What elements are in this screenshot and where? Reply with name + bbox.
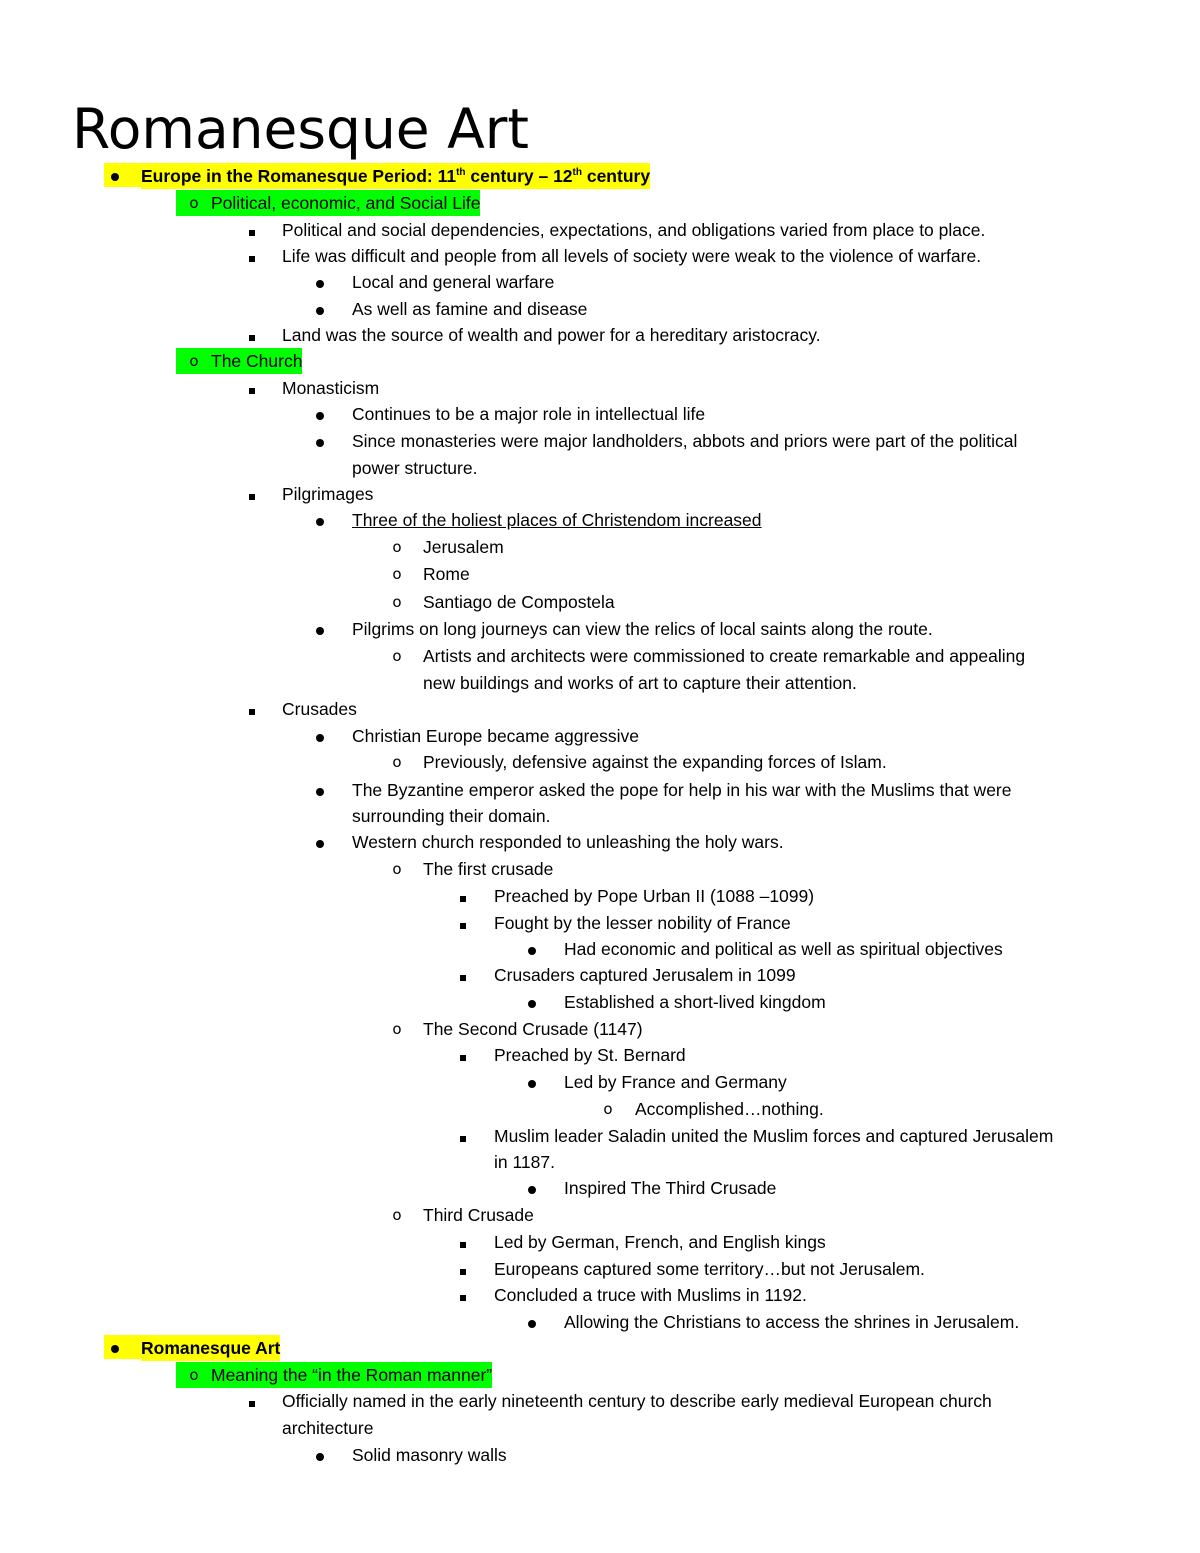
square-bullet-icon: [240, 322, 264, 348]
list-item-continuation: new buildings and works of art to capture their attention.: [423, 673, 857, 693]
list-item-text: Had economic and political as well as spiritual objectives: [564, 939, 1003, 959]
list-item-text: Santiago de Compostela: [423, 592, 615, 612]
bullet-dot-icon: [104, 163, 142, 187]
circle-bullet-icon: o: [603, 1100, 613, 1118]
circle-bullet-icon: o: [392, 565, 402, 583]
list-item-text: Political, economic, and Social Life: [211, 190, 480, 216]
list-item-text: Europeans captured some territory…but not Jerusalem.: [494, 1259, 925, 1279]
circle-bullet-icon: o: [176, 348, 212, 374]
list-item-text: Muslim leader Saladin united the Muslim forces and captured Jerusalem: [494, 1126, 1054, 1146]
list-item-text: Crusaders captured Jerusalem in 1099: [494, 965, 796, 985]
circle-bullet-icon: o: [392, 593, 402, 611]
bullet-dot-icon: [308, 296, 332, 322]
square-bullet-icon: [240, 243, 264, 269]
bullet-dot-icon: [308, 723, 332, 749]
list-item-text: Jerusalem: [423, 537, 504, 557]
bullet-dot-icon: [308, 777, 332, 803]
list-item-text: As well as famine and disease: [352, 299, 588, 319]
bullet-dot-icon: [520, 1069, 544, 1095]
list-item-continuation: architecture: [282, 1418, 374, 1438]
list-item-text: The Byzantine emperor asked the pope for help in his war with the Muslims that were: [352, 780, 1012, 800]
square-bullet-icon: [240, 1388, 264, 1414]
list-item-text: Western church responded to unleashing the holy wars.: [352, 832, 784, 852]
square-bullet-icon: [451, 910, 475, 936]
list-item-text: Continues to be a major role in intellectual life: [352, 404, 706, 424]
bullet-dot-icon: [308, 829, 332, 855]
list-item-text: Established a short-lived kingdom: [564, 992, 826, 1012]
bullet-dot-icon: [308, 1442, 332, 1468]
list-item-text: Preached by St. Bernard: [494, 1045, 686, 1065]
list-item-text: Local and general warfare: [352, 272, 555, 292]
list-item-text: Solid masonry walls: [352, 1445, 507, 1465]
square-bullet-icon: [240, 375, 264, 401]
list-item-text: Three of the holiest places of Christendom increased: [352, 510, 762, 530]
circle-bullet-icon: o: [392, 860, 402, 878]
square-bullet-icon: [240, 481, 264, 507]
list-item-text: Rome: [423, 564, 470, 584]
square-bullet-icon: [451, 1123, 475, 1149]
bullet-dot-icon: [308, 269, 332, 295]
bullet-dot-icon: [308, 401, 332, 427]
list-item-text: Third Crusade: [423, 1205, 534, 1225]
square-bullet-icon: [451, 962, 475, 988]
list-item-text: Previously, defensive against the expanding forces of Islam.: [423, 752, 887, 772]
list-item-text: Land was the source of wealth and power for a hereditary aristocracy.: [282, 325, 821, 345]
list-item-text: The Second Crusade (1147): [423, 1019, 643, 1039]
square-bullet-icon: [451, 1229, 475, 1255]
list-item-text: Officially named in the early nineteenth century to describe early medieval European church: [282, 1391, 992, 1411]
list-item-continuation: in 1187.: [494, 1152, 555, 1172]
list-item-text: Artists and architects were commissioned to create remarkable and appealing: [423, 646, 1026, 666]
square-bullet-icon: [451, 1042, 475, 1068]
circle-bullet-icon: o: [392, 753, 402, 771]
square-bullet-icon: [451, 1256, 475, 1282]
list-item-text: Preached by Pope Urban II (1088 –1099): [494, 886, 815, 906]
bullet-dot-icon: [104, 1335, 142, 1359]
circle-bullet-icon: o: [392, 1020, 402, 1038]
circle-bullet-icon: o: [392, 647, 402, 665]
list-item-text: Fought by the lesser nobility of France: [494, 913, 791, 933]
square-bullet-icon: [240, 696, 264, 722]
bullet-dot-icon: [520, 1309, 544, 1335]
bullet-dot-icon: [308, 507, 332, 533]
bullet-dot-icon: [520, 936, 544, 962]
list-item-text: Meaning the “in the Roman manner”: [211, 1362, 492, 1388]
list-item-text: Accomplished…nothing.: [635, 1099, 824, 1119]
list-item-text: Life was difficult and people from all levels of society were weak to the violence of warfare.: [282, 246, 982, 266]
list-item-text: Europe in the Romanesque Period: 11th century – 12th century: [141, 163, 650, 189]
list-item-text: Crusades: [282, 699, 357, 719]
document-title: Romanesque Art: [72, 97, 529, 161]
square-bullet-icon: [240, 217, 264, 243]
list-item-text: Led by France and Germany: [564, 1072, 787, 1092]
list-item-text: The Church: [211, 348, 302, 374]
list-item-text: Monasticism: [282, 378, 380, 398]
square-bullet-icon: [451, 1282, 475, 1308]
circle-bullet-icon: o: [392, 538, 402, 556]
list-item-text: Concluded a truce with Muslims in 1192.: [494, 1285, 807, 1305]
circle-bullet-icon: o: [176, 1362, 212, 1388]
list-item-text: Led by German, French, and English kings: [494, 1232, 826, 1252]
list-item-text: Inspired The Third Crusade: [564, 1178, 777, 1198]
list-item-text: Christian Europe became aggressive: [352, 726, 639, 746]
list-item-text: Pilgrimages: [282, 484, 374, 504]
list-item-text: The first crusade: [423, 859, 554, 879]
bullet-dot-icon: [520, 989, 544, 1015]
list-item-continuation: power structure.: [352, 458, 478, 478]
list-item-text: Political and social dependencies, expectations, and obligations varied from place to place.: [282, 220, 986, 240]
bullet-dot-icon: [520, 1175, 544, 1201]
circle-bullet-icon: o: [176, 190, 212, 216]
list-item-text: Since monasteries were major landholders, abbots and priors were part of the political: [352, 431, 1018, 451]
bullet-dot-icon: [308, 428, 332, 454]
bullet-dot-icon: [308, 616, 332, 642]
list-item-text: Romanesque Art: [141, 1335, 280, 1361]
square-bullet-icon: [451, 883, 475, 909]
list-item-continuation: surrounding their domain.: [352, 806, 551, 826]
list-item-text: Pilgrims on long journeys can view the relics of local saints along the route.: [352, 619, 933, 639]
list-item-text: Allowing the Christians to access the shrines in Jerusalem.: [564, 1312, 1020, 1332]
circle-bullet-icon: o: [392, 1206, 402, 1224]
